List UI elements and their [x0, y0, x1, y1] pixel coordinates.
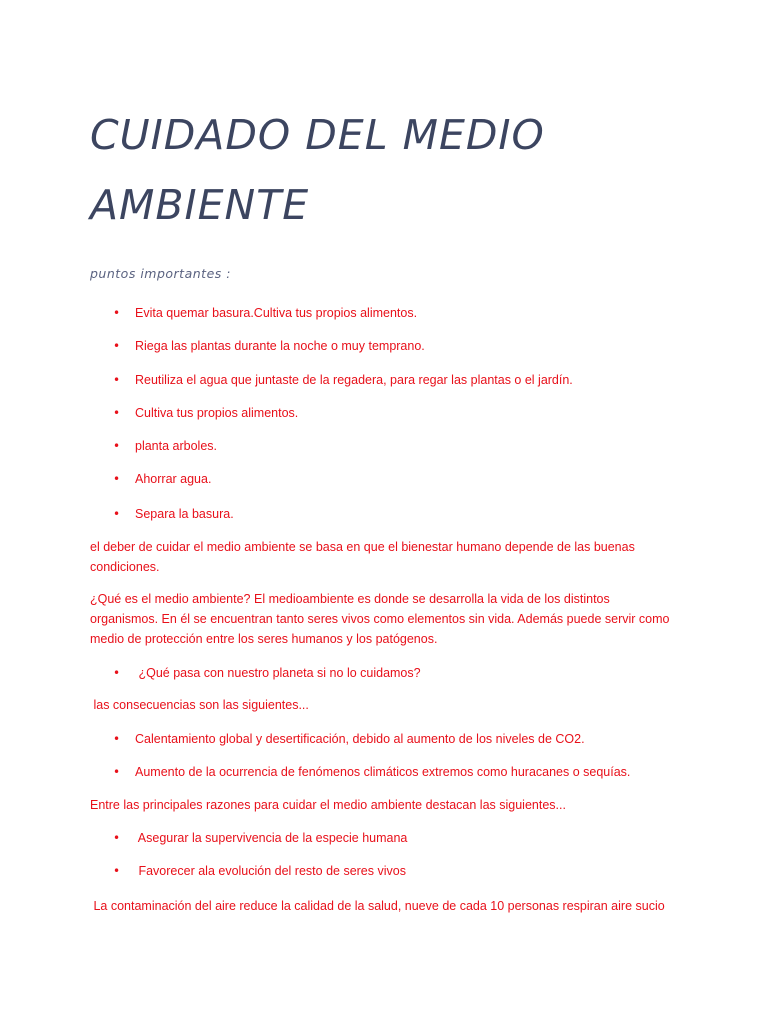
bullet-icon: • [113, 373, 121, 387]
bullet-icon: • [113, 864, 121, 878]
bullet-icon: • [113, 339, 121, 353]
list-item [90, 504, 710, 524]
paragraph-line: ¿Qué es el medio ambiente? El medioambiente es donde se desarrolla la vida de los distintos [90, 592, 610, 606]
list-item [90, 663, 710, 683]
bullet-icon: • [113, 406, 121, 420]
list-item-text: ¿Qué pasa con nuestro planeta si no lo cuidamos? [135, 666, 421, 680]
list-item-text: Separa la basura. [135, 507, 234, 521]
list-item [90, 370, 710, 390]
bullet-icon: • [113, 765, 121, 779]
list-item [90, 828, 710, 848]
paragraph-line: medio de protección entre los seres humanos y los patógenos. [90, 632, 438, 646]
bullet-icon: • [113, 306, 121, 320]
paragraph [90, 589, 680, 649]
list-item-text: Calentamiento global y desertificación, debido al aumento de los niveles de CO2. [135, 732, 585, 746]
paragraph: el deber de cuidar el medio ambiente se basa en que el bienestar humano depende de las buenas condiciones. [90, 540, 635, 574]
bullet-icon: • [113, 507, 121, 521]
list-item-text: planta arboles. [135, 439, 218, 453]
bullet-icon: • [113, 666, 121, 680]
list-item-text: Riega las plantas durante la noche o muy temprano. [135, 339, 425, 353]
list-item [90, 336, 710, 356]
list-item [90, 436, 710, 456]
paragraph-line: organismos. En él se encuentran tanto seres vivos como elementos sin vida. Además puede servir como [90, 612, 670, 626]
list-item-text: Reutiliza el agua que juntaste de la regadera, para regar las plantas o el jardín. [135, 373, 573, 387]
list-item [90, 403, 710, 423]
paragraph: Entre las principales razones para cuidar el medio ambiente destacan las siguientes... [90, 798, 566, 812]
list-item-text: Favorecer ala evolución del resto de seres vivos [135, 864, 406, 878]
bullet-icon: • [113, 472, 121, 486]
list-item-text: Cultiva tus propios alimentos. [135, 406, 299, 420]
list-item-text: Asegurar la supervivencia de la especie humana [135, 831, 408, 845]
bullet-icon: • [113, 831, 121, 845]
bullet-icon: • [113, 439, 121, 453]
bullet-icon: • [113, 732, 121, 746]
list-item [90, 861, 710, 881]
document-title [90, 100, 690, 240]
subtitle: puntos importantes : [90, 266, 231, 281]
title-line-2: AMBIENTE [90, 181, 310, 229]
list-item-text: Aumento de la ocurrencia de fenómenos climáticos extremos como huracanes o sequías. [135, 765, 631, 779]
title-line-1: CUIDADO DEL MEDIO [90, 111, 545, 159]
list-item-text: Evita quemar basura.Cultiva tus propios alimentos. [135, 306, 418, 320]
paragraph: las consecuencias son las siguientes... [90, 698, 309, 712]
list-item [90, 762, 710, 782]
list-item [90, 303, 710, 323]
list-item [90, 469, 710, 489]
list-item-text: Ahorrar agua. [135, 472, 212, 486]
list-item [90, 729, 710, 749]
paragraph: La contaminación del aire reduce la calidad de la salud, nueve de cada 10 personas respiran aire sucio [90, 899, 665, 913]
